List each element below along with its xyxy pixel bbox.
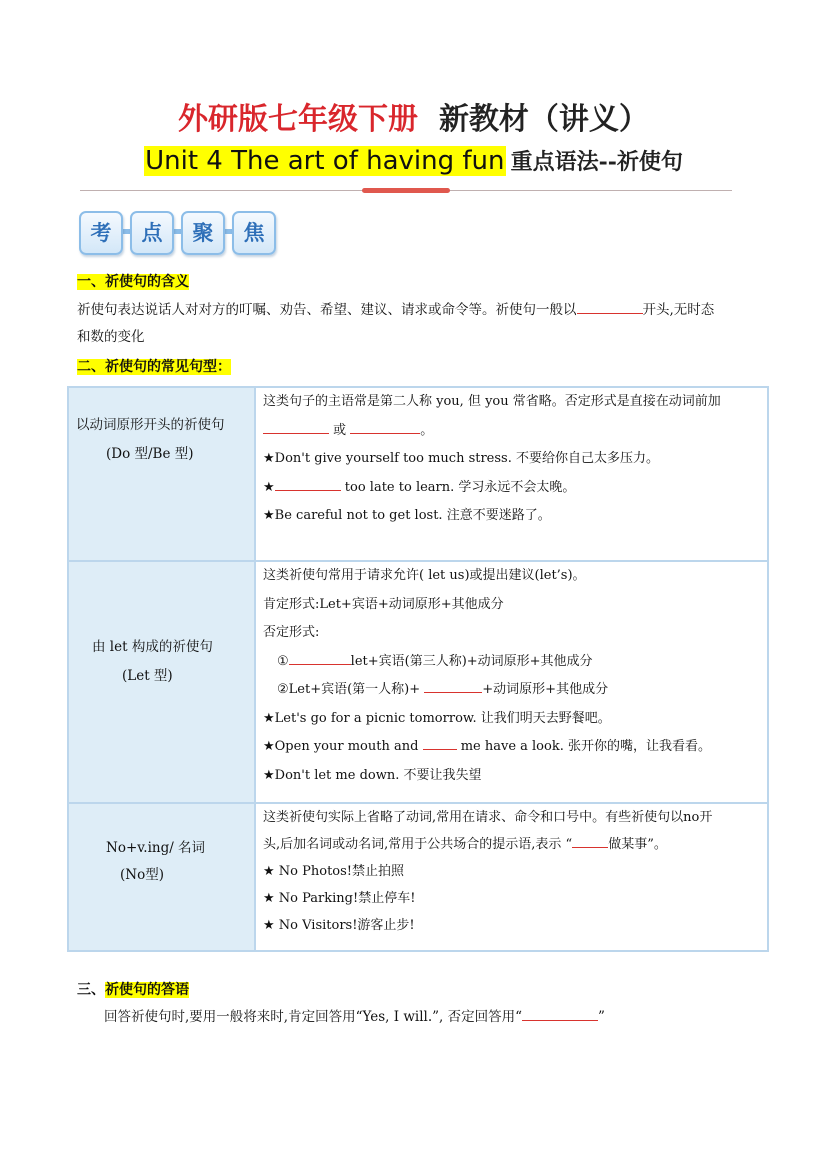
page-title [0, 100, 827, 140]
fill-blank[interactable] [577, 299, 643, 314]
badge-ju: 聚 [181, 211, 225, 255]
title-red: 外研版七年级下册 [178, 102, 419, 137]
row-label: 以动词原形开头的祈使句 [76, 417, 225, 433]
row-label-cell [68, 387, 255, 561]
row-content-cell: 这类祈使句实际上省略了动词,常用在请求、命令和口号中。有些祈使句以no开 头,后加名词或动名词,常用于公共场合的提示语,表示 “ 做某事”。 ★ No Photos!禁止拍照 ★ No Parking!禁止停车! ★ No Visitors!游客止步! [255, 803, 768, 951]
title-divider-accent [362, 188, 450, 193]
section2-heading: 二、祈使句的常见句型： [77, 359, 231, 375]
fill-blank[interactable] [424, 678, 482, 693]
subtitle-rest: 重点语法--祈使句 [510, 149, 683, 175]
fill-blank[interactable] [522, 1006, 598, 1021]
row-label-type: (No型) [120, 867, 164, 883]
table-row [68, 561, 768, 803]
row-label: 由 let 构成的祈使句 [92, 639, 213, 655]
fill-blank[interactable] [263, 419, 329, 434]
section3-heading: 三、祈使句的答语 [77, 982, 189, 998]
page-subtitle [0, 143, 827, 182]
row-label-cell [68, 803, 255, 951]
fill-blank[interactable] [275, 476, 341, 491]
row-label-cell [68, 561, 255, 803]
badge-jiao: 焦 [232, 211, 276, 255]
row-content-cell: 这类句子的主语常是第二人称 you, 但 you 常省略。否定形式是直接在动词前加 或 。 ★Don't give yourself too much stress. 不要给你自己太多压力。 ★ too late to learn. 学习永远不会太晚。 ★Be careful not to get lost. 注意不要迷路了。 [255, 387, 768, 561]
fill-blank[interactable] [350, 419, 420, 434]
focus-badges [79, 211, 279, 255]
subtitle-highlight: Unit 4 The art of having fun [145, 146, 505, 176]
badge-dian: 点 [130, 211, 174, 255]
row-label-type: (Do 型/Be 型) [106, 446, 194, 462]
row-label-type: (Let 型) [122, 668, 173, 684]
section1-body: 祈使句表达说话人对对方的叮嘱、劝告、希望、建议、请求或命令等。祈使句一般以 开头,无时态 和数的变化 [77, 297, 757, 351]
sentence-pattern-table [67, 386, 769, 952]
section3-body: 回答祈使句时,要用一般将来时,肯定回答用“Yes, I will.”, 否定回答用“ ” [104, 1006, 605, 1028]
row-label: No+v.ing/ 名词 [106, 840, 206, 856]
table-row [68, 803, 768, 951]
section1-heading: 一、祈使句的含义 [77, 274, 189, 290]
title-black: 新教材（讲义） [438, 102, 649, 137]
fill-blank[interactable] [572, 833, 608, 848]
row-content-cell: 这类祈使句常用于请求允许( let us)或提出建议(let’s)。 肯定形式:Let+宾语+动词原形+其他成分 否定形式: ① let+宾语(第三人称)+动词原形+其他成分 ②Let+宾语(第一人称)+ +动词原形+其他成分 ★Let's go for a picnic tomorrow. 让我们明天去野餐吧。 ★Open your mouth and me have a look. 张开你的嘴，让我看看。 ★Don't let me down. 不要让我失望 [255, 561, 768, 803]
fill-blank[interactable] [423, 735, 457, 750]
badge-kao: 考 [79, 211, 123, 255]
table-row [68, 387, 768, 561]
